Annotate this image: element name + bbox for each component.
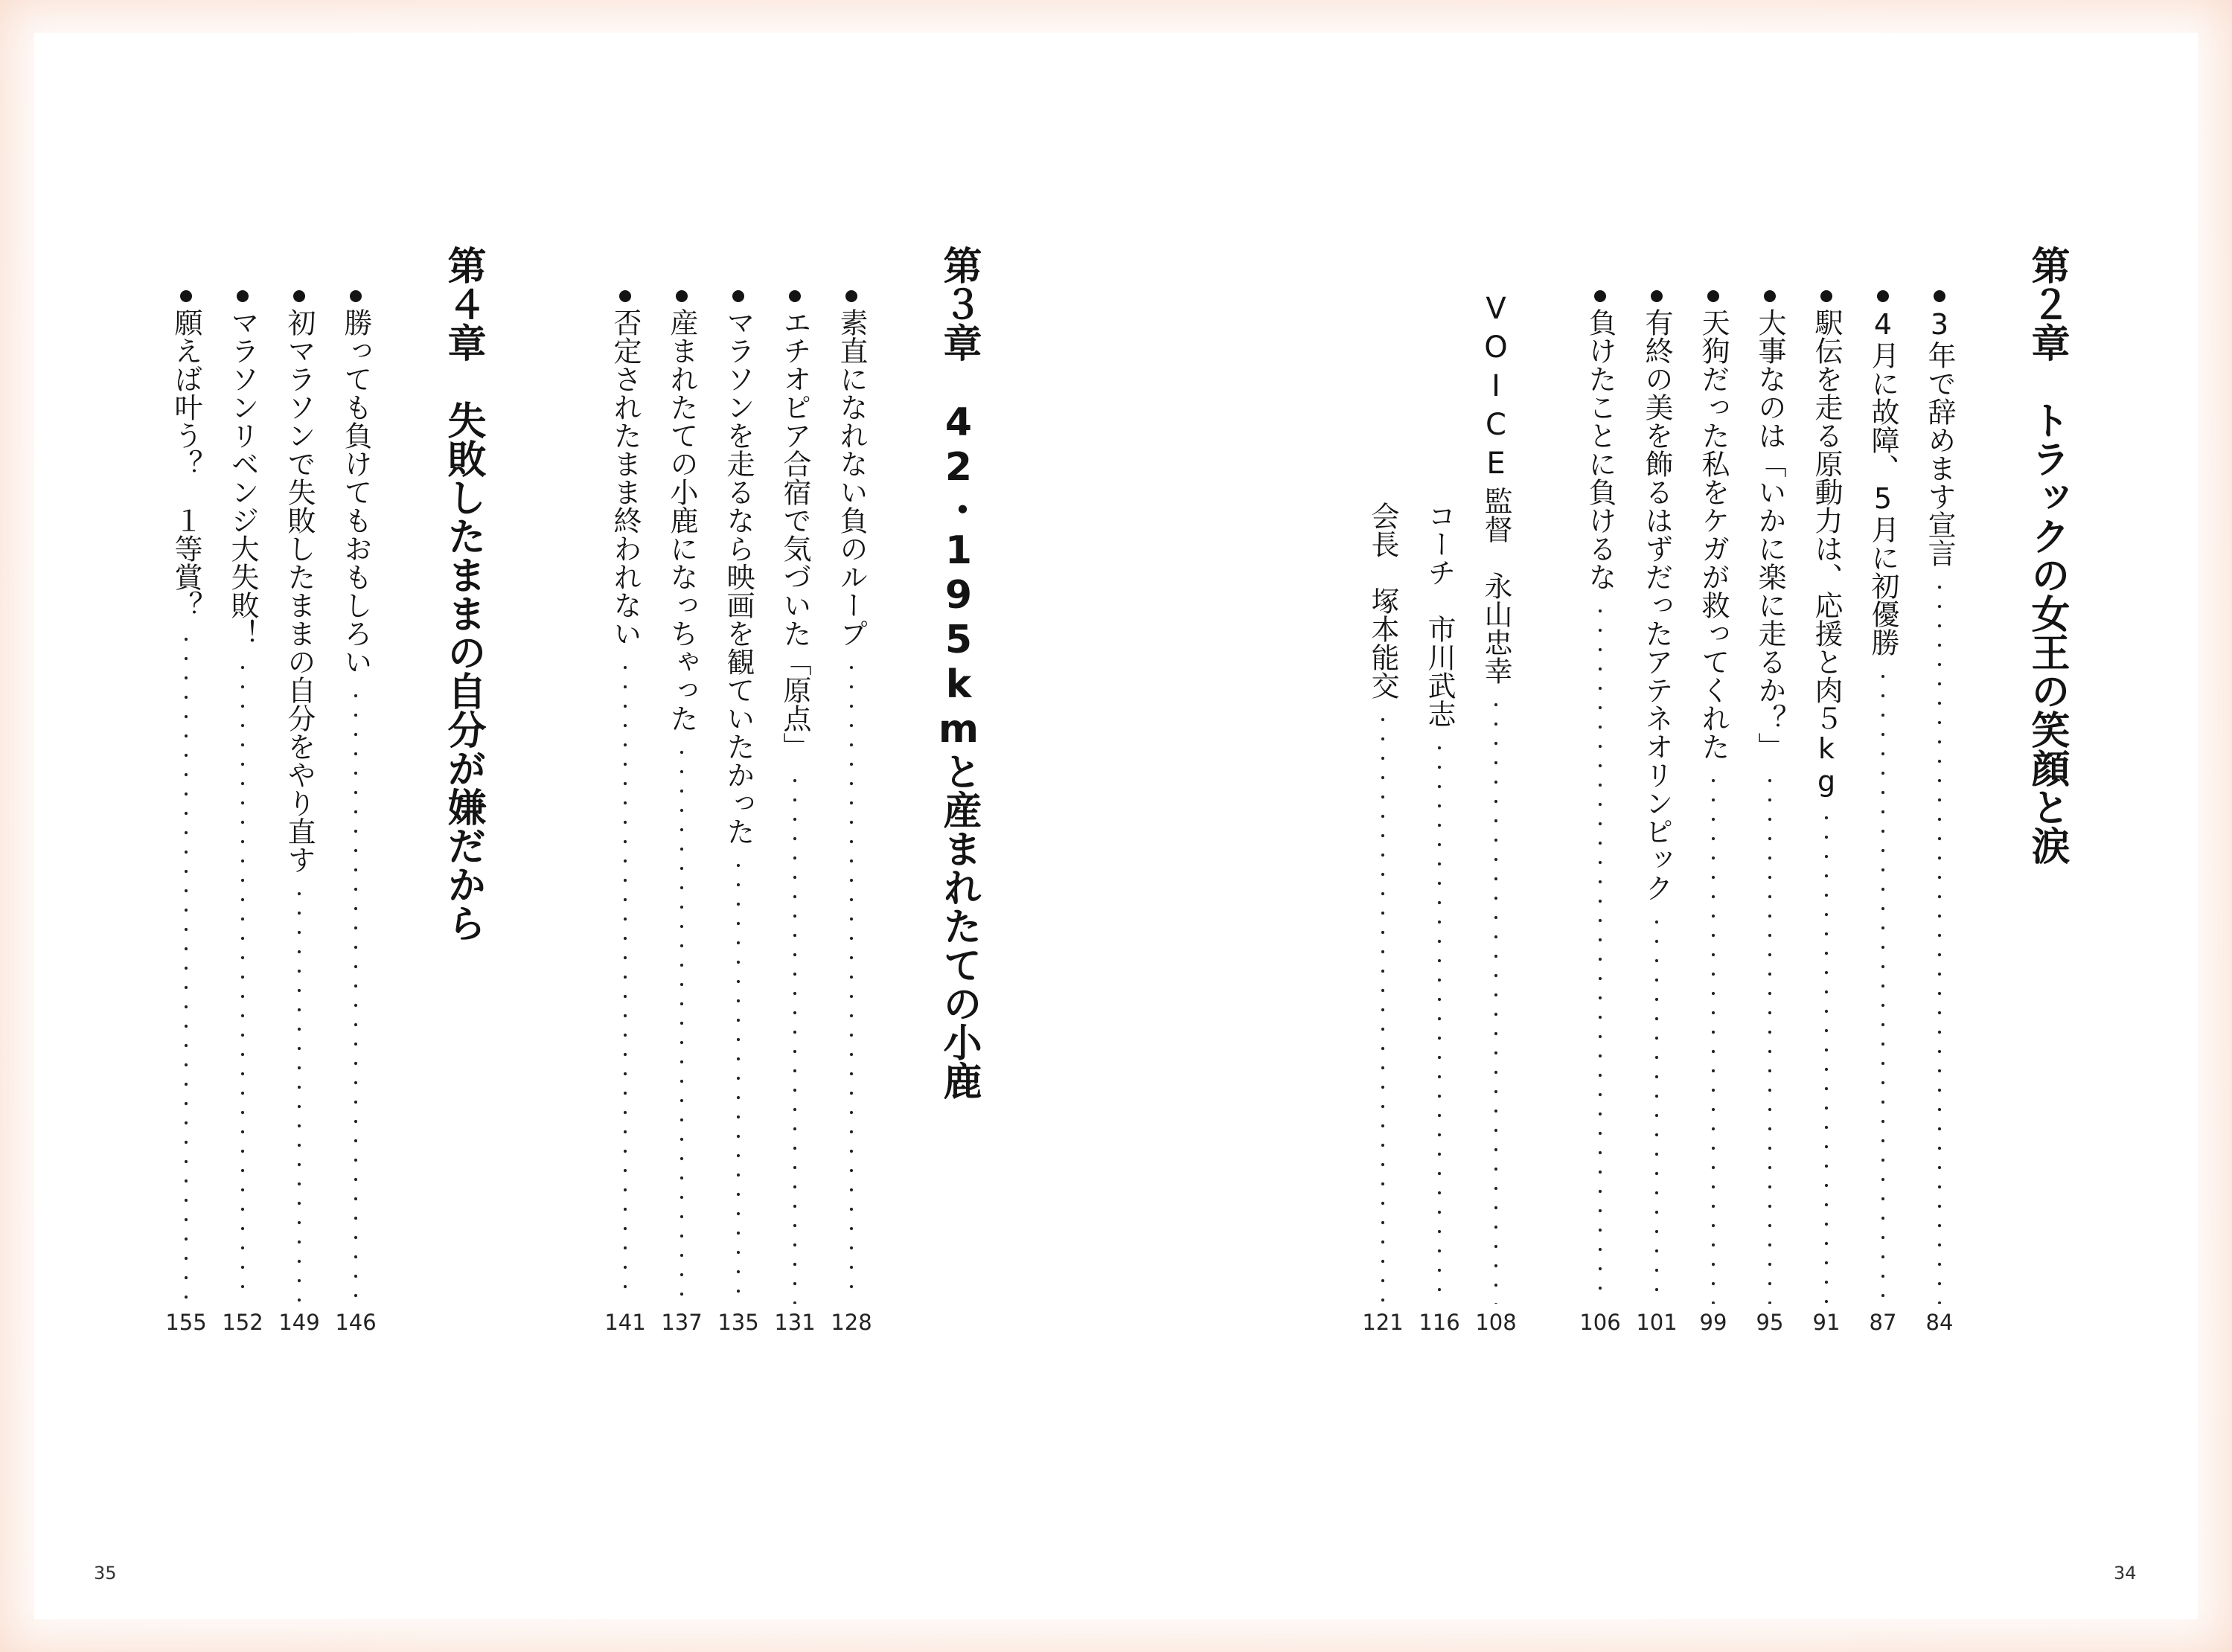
toc-entry[interactable]	[1749, 290, 1791, 1310]
chapter-3-heading-text: 第３章 42・195kmと産まれたての小鹿	[936, 246, 981, 1100]
bullet-icon	[619, 290, 631, 302]
toc-entry[interactable]	[1579, 290, 1621, 1310]
dot-leader	[1825, 808, 1828, 1304]
toc-entry[interactable]	[1636, 290, 1678, 1310]
dot-leader	[1881, 667, 1884, 1304]
toc-entry-title: 勝っても負けてもおもしろい	[339, 308, 372, 676]
chapter-3-heading	[929, 246, 988, 1100]
dot-leader	[1655, 912, 1658, 1304]
toc-page-number: 121	[1362, 1310, 1404, 1335]
dot-leader	[1938, 577, 1941, 1304]
toc-entry-title: 駅伝を走る原動力は、応援と肉５kg	[1810, 308, 1843, 798]
voice-label	[1475, 292, 1517, 485]
toc-entry[interactable]	[1806, 290, 1847, 1310]
toc-entry[interactable]	[165, 290, 207, 1310]
bullet-icon	[1877, 290, 1889, 302]
toc-entry[interactable]	[1475, 469, 1517, 1310]
bullet-icon	[1594, 290, 1606, 302]
toc-page-number: 149	[278, 1310, 320, 1335]
bullet-icon	[350, 290, 362, 302]
toc-entry-title: 否定されたまま終われない	[609, 308, 642, 647]
toc-page-number: 128	[831, 1310, 872, 1335]
bullet-icon	[1820, 290, 1832, 302]
toc-page-number: 87	[1869, 1310, 1897, 1335]
chapter-2-heading-text: 第２章 トラックの女王の笑顔と涙	[2024, 246, 2069, 865]
page-folio-left: 35	[94, 1563, 117, 1584]
toc-entry[interactable]	[604, 290, 646, 1310]
toc-entry-title: 有終の美を飾るはずだったアテネオリンピック	[1640, 308, 1673, 902]
toc-page-number: 116	[1419, 1310, 1460, 1335]
toc-page-number: 99	[1699, 1310, 1727, 1335]
toc-entry-title: 天狗だった私をケガが救ってくれた	[1697, 308, 1730, 761]
toc-entry[interactable]	[774, 290, 816, 1310]
toc-entry[interactable]	[1862, 290, 1904, 1310]
toc-page-number: 146	[335, 1310, 377, 1335]
bullet-icon	[1707, 290, 1719, 302]
toc-page-number: 131	[774, 1310, 816, 1335]
bullet-icon	[732, 290, 744, 302]
toc-page-number: 141	[604, 1310, 646, 1335]
toc-page-number: 155	[165, 1310, 207, 1335]
toc-entry-title: 3年で辞めます宣言	[1923, 308, 1956, 567]
toc-entry-title: 初マラソンで失敗したままの自分をやり直す	[283, 308, 316, 874]
bullet-icon	[1764, 290, 1776, 302]
dot-leader	[185, 630, 188, 1304]
toc-entry-title: 素直になれない負のループ	[835, 308, 868, 647]
toc-entry-title: 監督 永山忠幸	[1480, 487, 1512, 685]
toc-entry-title: 4月に故障、5月に初優勝	[1867, 308, 1899, 656]
toc-entry[interactable]	[335, 290, 377, 1310]
dot-leader	[737, 856, 740, 1304]
toc-page-number: 91	[1812, 1310, 1841, 1335]
toc-entry-title: 願えば叶う？ １等賞？	[170, 308, 202, 619]
dot-leader	[1381, 710, 1384, 1304]
toc-page-number: 108	[1475, 1310, 1517, 1335]
bullet-icon	[845, 290, 857, 302]
toc-entry[interactable]	[1362, 484, 1404, 1310]
dot-leader	[1599, 601, 1602, 1304]
toc-entry-title: 大事なのは「いかに楽に走るか？」	[1753, 308, 1786, 761]
toc-entry-title: 負けたことに負けるな	[1584, 308, 1617, 591]
dot-leader	[1712, 771, 1715, 1304]
toc-entry-title: マラソンリベンジ大失敗！	[226, 308, 259, 647]
bullet-icon	[1651, 290, 1663, 302]
bullet-icon	[676, 290, 688, 302]
dot-leader	[1438, 738, 1441, 1304]
toc-entry[interactable]	[1919, 290, 1960, 1310]
dot-leader	[1768, 771, 1771, 1304]
chapter-2-heading	[2017, 246, 2076, 1064]
toc-entry-title: マラソンを走るなら映画を観ていたかった	[722, 308, 755, 845]
toc-page-number: 137	[661, 1310, 703, 1335]
dot-leader	[624, 658, 627, 1304]
toc-entry-title: コーチ 市川武志	[1423, 502, 1456, 728]
toc-entry[interactable]	[1692, 290, 1734, 1310]
chapter-4-heading-text: 第４章 失敗したままの自分が嫌だから	[441, 246, 485, 942]
toc-entry-title: 会長 塚本能交	[1366, 502, 1399, 699]
dot-leader	[850, 658, 853, 1304]
dot-leader	[298, 884, 301, 1304]
toc-entry-title: 産まれたての小鹿になっちゃった	[665, 308, 698, 732]
bullet-icon	[180, 290, 192, 302]
dot-leader	[680, 743, 683, 1304]
toc-page-number: 95	[1756, 1310, 1784, 1335]
toc-entry[interactable]	[717, 290, 759, 1310]
voice-label-text: VOICE	[1479, 292, 1513, 485]
toc-page-number: 152	[222, 1310, 263, 1335]
bullet-icon	[293, 290, 305, 302]
bullet-icon	[789, 290, 801, 302]
bullet-icon	[237, 290, 249, 302]
page-folio-right: 34	[2114, 1563, 2137, 1584]
dot-leader	[793, 771, 796, 1304]
dot-leader	[354, 686, 357, 1304]
toc-entry[interactable]	[661, 290, 703, 1310]
chapter-4-heading	[433, 246, 493, 1064]
toc-page-number: 106	[1579, 1310, 1621, 1335]
dot-leader	[241, 658, 244, 1304]
toc-entry[interactable]	[222, 290, 263, 1310]
toc-entry[interactable]	[1419, 484, 1460, 1310]
bullet-icon	[1934, 290, 1945, 302]
toc-page-number: 135	[717, 1310, 759, 1335]
toc-page-number: 84	[1925, 1310, 1954, 1335]
dot-leader	[1494, 695, 1497, 1304]
toc-entry-title: エチオピア合宿で気づいた「原点」	[778, 308, 811, 761]
toc-page-number: 101	[1636, 1310, 1678, 1335]
toc-entry[interactable]	[831, 290, 872, 1310]
toc-entry[interactable]	[278, 290, 320, 1310]
